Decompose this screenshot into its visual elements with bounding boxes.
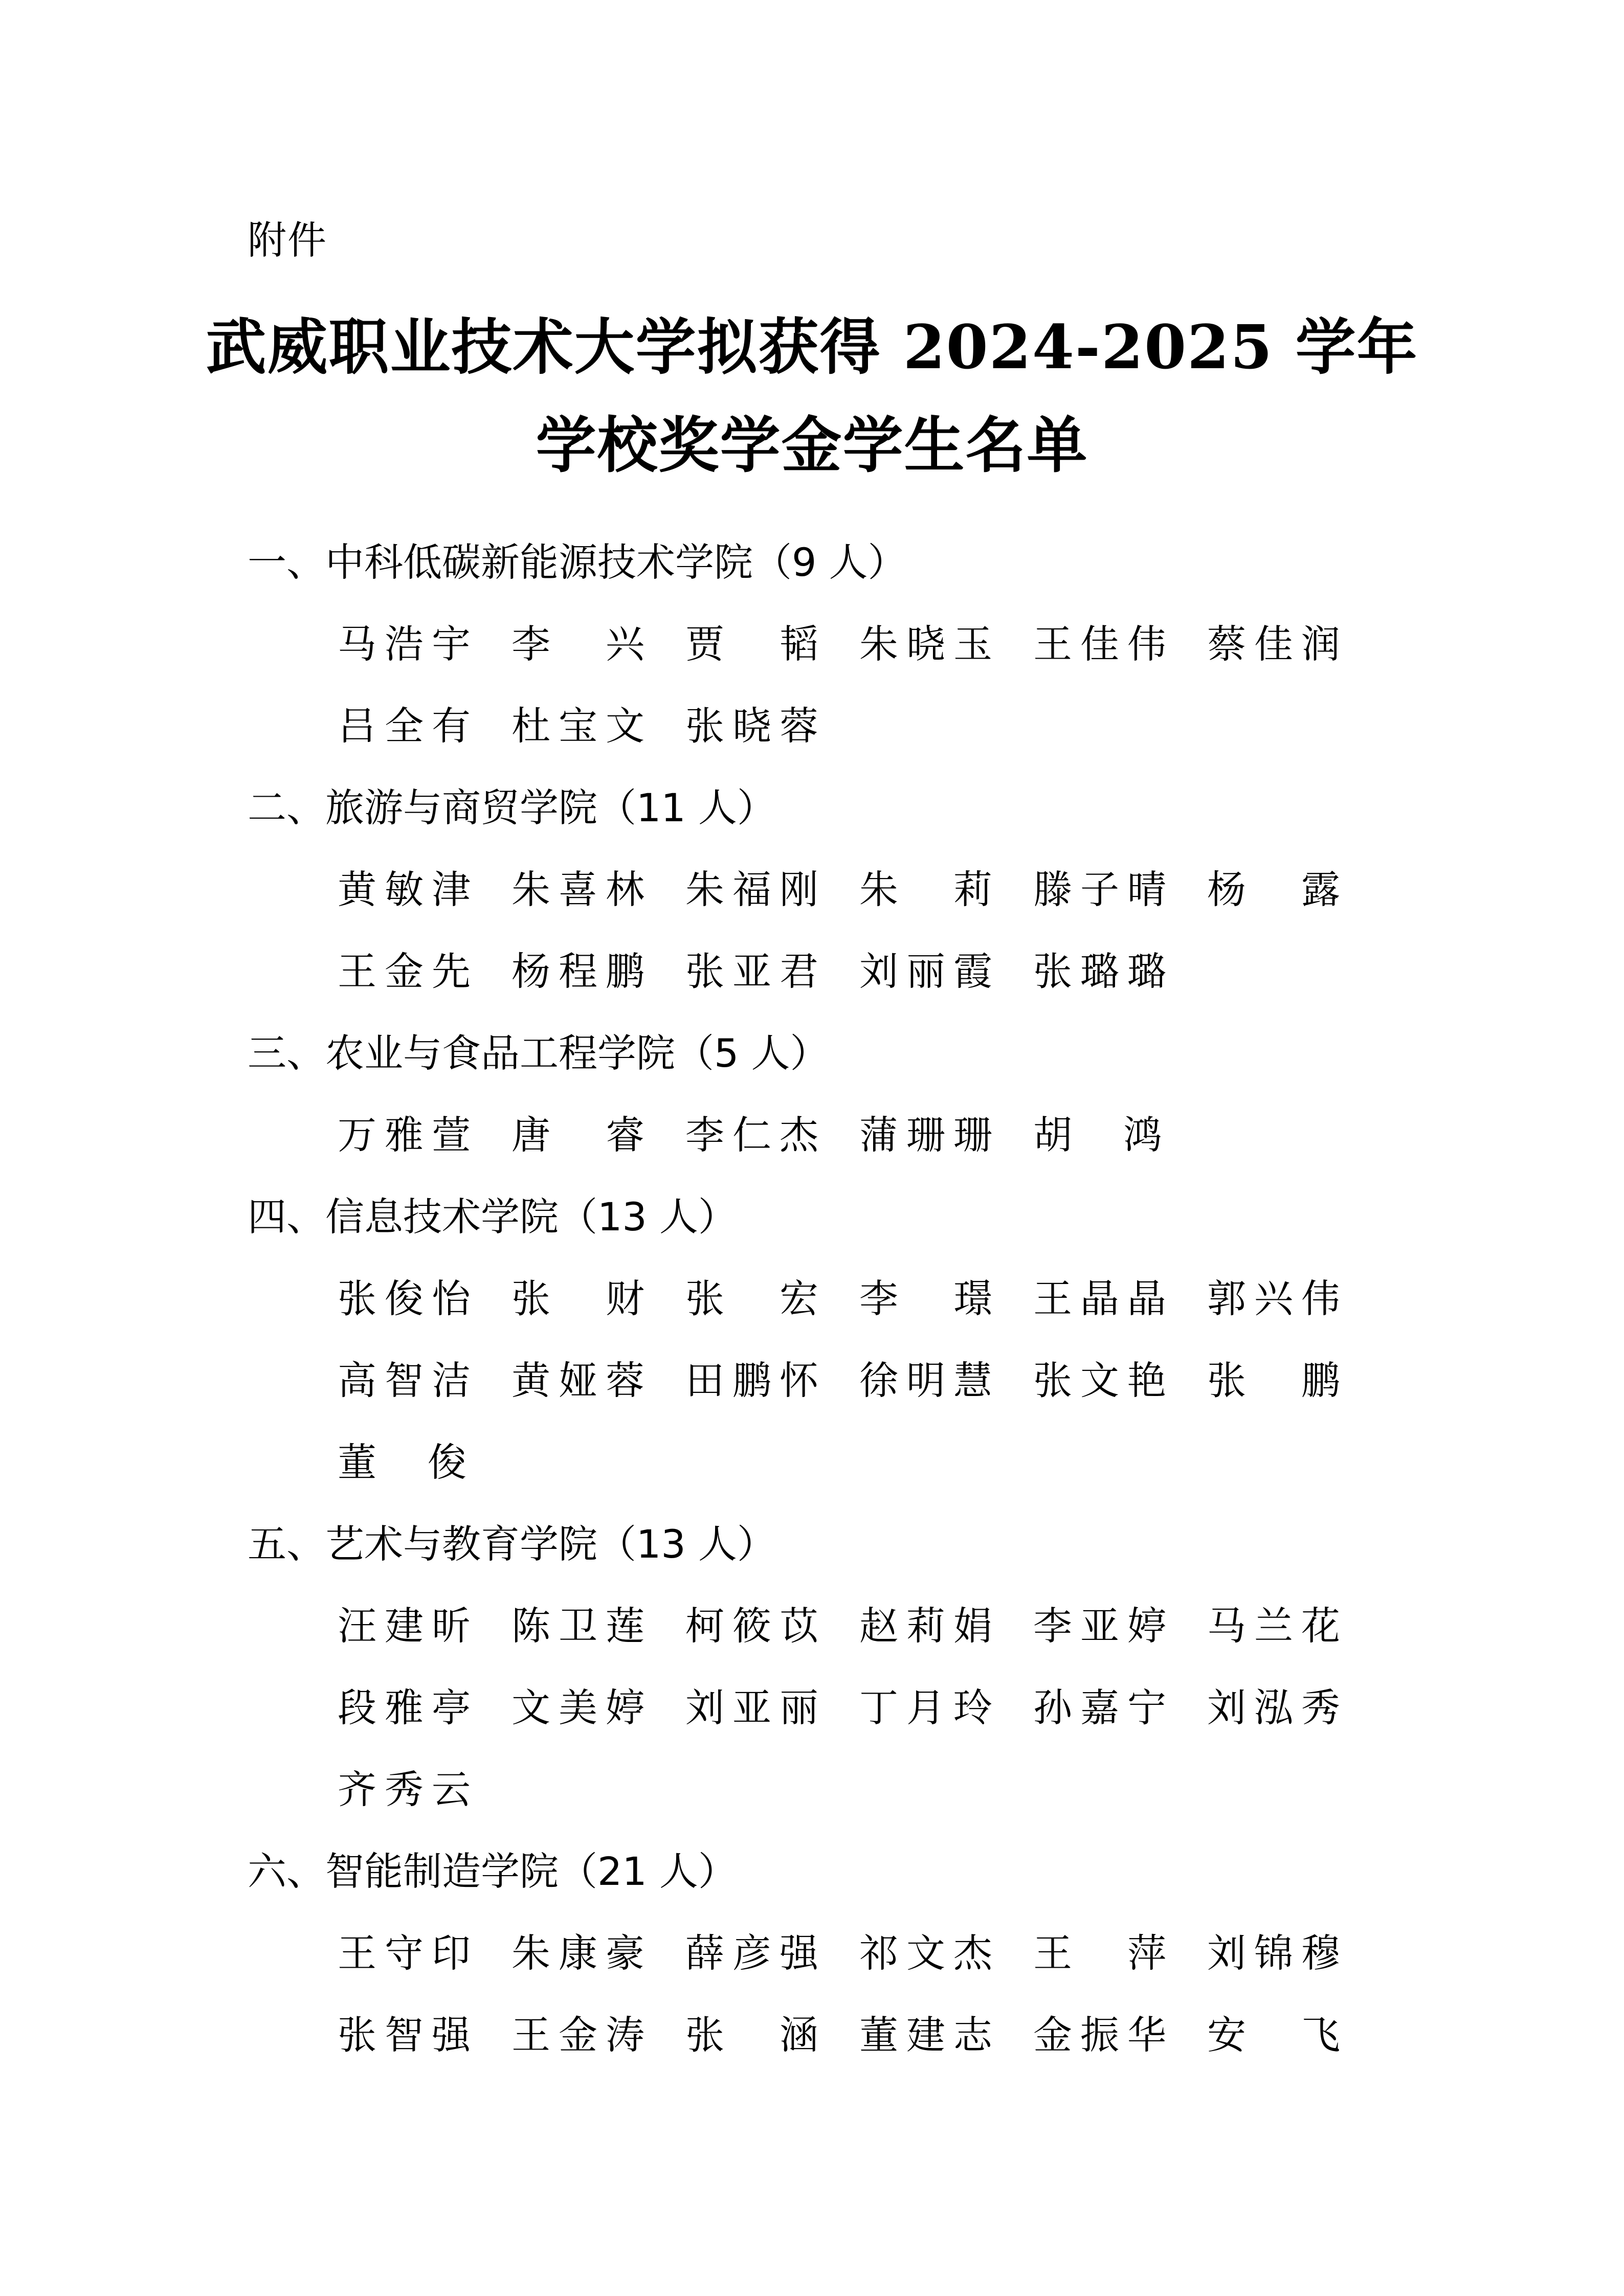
section-heading: 三、农业与食品工程学院（5 人）: [248, 1030, 829, 1076]
section-heading: 四、信息技术学院（13 人）: [248, 1194, 737, 1240]
student-name: 薛彦强: [685, 1930, 818, 1976]
student-name: 郭兴伟: [1207, 1276, 1340, 1321]
student-name: 唐睿: [511, 1112, 644, 1158]
student-name: 马浩宇: [338, 621, 471, 667]
document-title-line-1: 武威职业技术大学拟获得 2024-2025 学年: [206, 311, 1418, 382]
student-name: 张财: [511, 1276, 644, 1321]
student-name: 赵莉娟: [859, 1603, 992, 1649]
student-name: 陈卫莲: [511, 1603, 644, 1649]
student-name: 汪建昕: [338, 1603, 471, 1649]
student-name: 柯筱苡: [685, 1603, 818, 1649]
section-heading: 五、艺术与教育学院（13 人）: [248, 1521, 776, 1567]
student-name: 杜宝文: [511, 703, 644, 749]
student-name: 刘亚丽: [685, 1685, 818, 1730]
student-name: 田鹏怀: [685, 1358, 818, 1403]
student-name: 金振华: [1033, 2012, 1166, 2058]
student-name: 孙嘉宁: [1033, 1685, 1166, 1730]
student-name: 董俊: [338, 1439, 466, 1485]
student-name: 刘锦穆: [1207, 1930, 1340, 1976]
document-title-line-2: 学校奖学金学生名单: [536, 410, 1088, 481]
student-name: 王守印: [338, 1930, 471, 1976]
student-name: 丁月玲: [859, 1685, 992, 1730]
student-name: 段雅亭: [338, 1685, 471, 1730]
student-name: 祁文杰: [859, 1930, 992, 1976]
student-name: 高智洁: [338, 1358, 471, 1403]
student-name: 王金涛: [511, 2012, 644, 2058]
student-name: 王萍: [1033, 1930, 1166, 1976]
student-name: 张璐璐: [1033, 949, 1166, 994]
student-name: 张文艳: [1033, 1358, 1166, 1403]
student-name: 王金先: [338, 949, 471, 994]
student-name: 黄娅蓉: [511, 1358, 644, 1403]
student-name: 安飞: [1207, 2012, 1340, 2058]
student-name: 张亚君: [685, 949, 818, 994]
attachment-label: 附件: [248, 217, 327, 263]
student-name: 马兰花: [1207, 1603, 1340, 1649]
student-name: 蔡佳润: [1207, 621, 1340, 667]
student-name: 朱喜林: [511, 867, 644, 912]
student-name: 李璟: [859, 1276, 992, 1321]
student-name: 蒲珊珊: [859, 1112, 992, 1158]
student-name: 杨露: [1207, 867, 1340, 912]
student-name: 徐明慧: [859, 1358, 992, 1403]
student-name: 张涵: [685, 2012, 818, 2058]
student-name: 张鹏: [1207, 1358, 1340, 1403]
student-name: 董建志: [859, 2012, 992, 2058]
student-name: 朱晓玉: [859, 621, 992, 667]
student-name: 朱康豪: [511, 1930, 644, 1976]
student-name: 胡鸿: [1033, 1112, 1162, 1158]
student-name: 张智强: [338, 2012, 471, 2058]
student-name: 张俊怡: [338, 1276, 471, 1321]
student-name: 刘丽霞: [859, 949, 992, 994]
section-heading: 一、中科低碳新能源技术学院（9 人）: [248, 539, 907, 585]
student-name: 李亚婷: [1033, 1603, 1166, 1649]
student-name: 吕全有: [338, 703, 471, 749]
student-name: 张宏: [685, 1276, 818, 1321]
student-name: 朱福刚: [685, 867, 818, 912]
student-name: 王佳伟: [1033, 621, 1166, 667]
student-name: 张晓蓉: [685, 703, 818, 749]
student-name: 杨程鹏: [511, 949, 644, 994]
student-name: 万雅萱: [338, 1112, 471, 1158]
student-name: 李仁杰: [685, 1112, 818, 1158]
student-name: 王晶晶: [1033, 1276, 1166, 1321]
student-name: 刘泓秀: [1207, 1685, 1340, 1730]
student-name: 李兴: [511, 621, 644, 667]
student-name: 文美婷: [511, 1685, 644, 1730]
student-name: 齐秀云: [338, 1767, 471, 1812]
section-heading: 二、旅游与商贸学院（11 人）: [248, 785, 776, 830]
student-name: 黄敏津: [338, 867, 471, 912]
student-name: 朱莉: [859, 867, 992, 912]
section-heading: 六、智能制造学院（21 人）: [248, 1849, 737, 1894]
student-name: 滕子晴: [1033, 867, 1166, 912]
student-name: 贾韬: [685, 621, 818, 667]
